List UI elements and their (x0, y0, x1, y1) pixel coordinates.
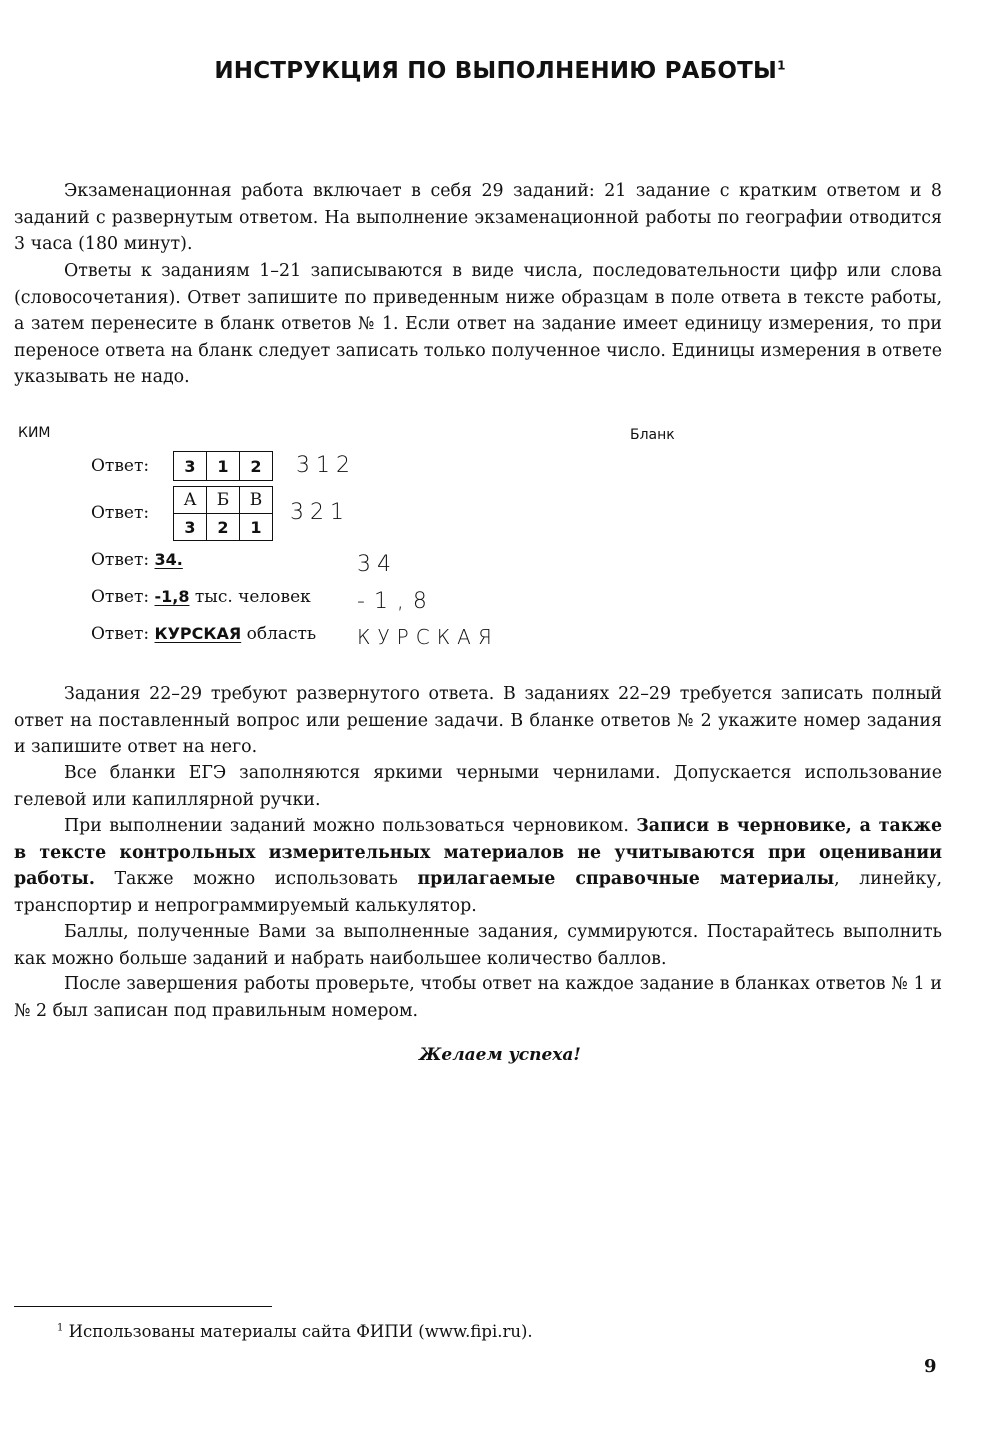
answer-unit-5: область (246, 624, 317, 644)
kim-label: КИМ (18, 425, 51, 441)
answer-label-5: Ответ: КУРСКАЯ область (91, 624, 317, 644)
title-footnote-mark: 1 (777, 58, 786, 73)
blank-label: Бланк (630, 427, 675, 443)
answer-header-cell: Б (207, 487, 240, 514)
answer-cell: 1 (207, 452, 240, 481)
footnote: $^1$ Использованы материалы сайта ФИПИ (www.fipi.ru). (57, 1322, 533, 1341)
answer-label-2: Ответ: (91, 503, 150, 523)
blank-answer-1: 312 (296, 453, 356, 478)
paragraph-check: После завершения работы проверьте, чтобы ответ на каждое задание в бланках ответов № 1 и № 2 был записан под правильным номером. (14, 974, 942, 1021)
intro-paragraph-1: Экзаменационная работа включает в себя 29 заданий: 21 задание с кратким ответом и 8 заданий с развернутым ответом. На выполнение экзаменационной работы по географии отводится 3 часа (180 минут). (14, 181, 942, 254)
answer-header-cell: В (240, 487, 273, 514)
paragraph-ink: Все бланки ЕГЭ заполняются яркими черными чернилами. Допускается использование гелевой или капиллярной ручки. (14, 763, 942, 810)
closing-wish: Желаем успеха! (419, 1045, 581, 1065)
blank-answer-5: КУРСКАЯ (357, 625, 499, 649)
answer-label-4: Ответ: -1,8 тыс. человек (91, 587, 311, 607)
answer-label-1: Ответ: (91, 456, 150, 476)
paragraph-extended-tasks: Задания 22–29 требуют развернутого ответа. В заданиях 22–29 требуется записать полный ответ на поставленный вопрос или решение задачи. В бланке ответов № 2 укажите номер задания и запишите ответ на него. (14, 684, 942, 757)
answer-cell: 1 (240, 514, 273, 541)
answer-grid-2 (173, 486, 273, 541)
answer-header-cell: А (174, 487, 207, 514)
answer-cell: 3 (174, 514, 207, 541)
intro-paragraph-2: Ответы к заданиям 1–21 записываются в виде числа, последовательности цифр или слова (словосочетания). Ответ запишите по приведенным ниже образцам в поле ответа в тексте работы, а затем перенесите в бланк ответов № 1. Если ответ на задание имеет единицу измерения, то при переносе ответа на бланк следует записать только полученное число. Единицы измерения в ответе указывать не надо. (14, 261, 942, 387)
answer-value-4: -1,8 (154, 587, 190, 606)
answer-cell: 3 (174, 452, 207, 481)
answer-unit-4: тыс. человек (194, 587, 311, 607)
answer-label-3: Ответ: 34. (91, 550, 183, 570)
page-number: 9 (924, 1356, 937, 1377)
answer-cell: 2 (207, 514, 240, 541)
paragraph-draft: При выполнении заданий можно пользоваться черновиком. Записи в черновике, а также в тексте контрольных измерительных материалов не учитываются при оценивании работы. Также можно использовать прилагаемые справочные материалы, линейку, транспортир и непрограммируемый калькулятор. (14, 816, 943, 916)
blank-answer-4: -1,8 (357, 589, 436, 614)
paragraph-points: Баллы, полученные Вами за выполненные задания, суммируются. Постарайтесь выполнить как можно больше заданий и набрать наибольшее количество баллов. (14, 922, 942, 969)
answer-grid-1 (173, 451, 273, 481)
blank-answer-3: 34 (357, 552, 397, 577)
blank-answer-2: 321 (290, 500, 350, 525)
footnote-divider (14, 1306, 272, 1307)
answer-value-5: КУРСКАЯ (154, 624, 242, 643)
answer-value-3: 34. (154, 550, 183, 569)
page-title: ИНСТРУКЦИЯ ПО ВЫПОЛНЕНИЮ РАБОТЫ$^1$ (214, 58, 786, 84)
answer-cell: 2 (240, 452, 273, 481)
